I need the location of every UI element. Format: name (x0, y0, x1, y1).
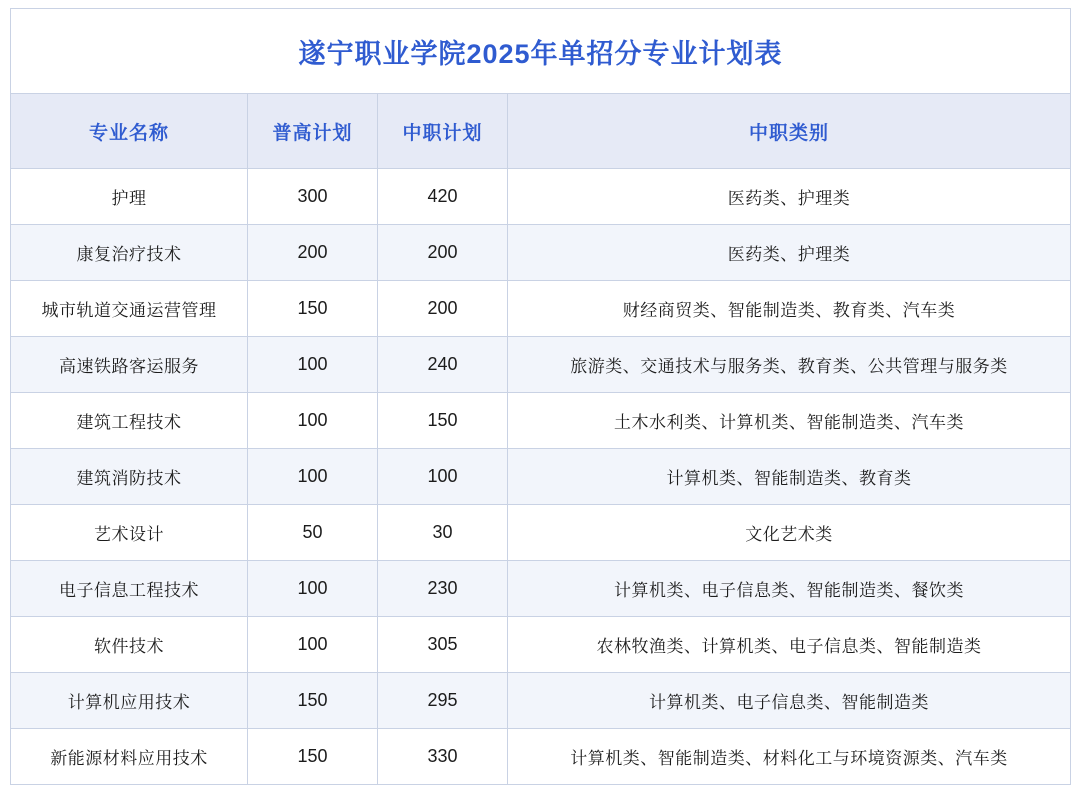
table-row (11, 281, 1071, 337)
column-header-major: 专业名称 (11, 94, 248, 169)
admission-plan-table (10, 8, 1071, 785)
table-row (11, 393, 1071, 449)
cell-major: 建筑工程技术 (11, 393, 248, 449)
cell-major: 新能源材料应用技术 (11, 729, 248, 785)
table-row (11, 225, 1071, 281)
cell-major: 建筑消防技术 (11, 449, 248, 505)
cell-category: 医药类、护理类 (508, 225, 1071, 281)
column-header-general-plan: 普高计划 (248, 94, 378, 169)
cell-category: 计算机类、智能制造类、材料化工与环境资源类、汽车类 (508, 729, 1071, 785)
cell-category: 农林牧渔类、计算机类、电子信息类、智能制造类 (508, 617, 1071, 673)
cell-major: 康复治疗技术 (11, 225, 248, 281)
cell-major: 软件技术 (11, 617, 248, 673)
cell-category: 计算机类、智能制造类、教育类 (508, 449, 1071, 505)
cell-general-plan: 300 (248, 169, 378, 225)
cell-major: 计算机应用技术 (11, 673, 248, 729)
cell-category: 旅游类、交通技术与服务类、教育类、公共管理与服务类 (508, 337, 1071, 393)
table-header-row (11, 94, 1071, 169)
cell-category: 文化艺术类 (508, 505, 1071, 561)
cell-general-plan: 150 (248, 673, 378, 729)
cell-general-plan: 50 (248, 505, 378, 561)
cell-general-plan: 100 (248, 561, 378, 617)
table-row (11, 561, 1071, 617)
column-header-vocational-plan: 中职计划 (378, 94, 508, 169)
page-title: 遂宁职业学院2025年单招分专业计划表 (11, 9, 1071, 94)
table-row (11, 617, 1071, 673)
cell-general-plan: 100 (248, 449, 378, 505)
cell-vocational-plan: 100 (378, 449, 508, 505)
cell-vocational-plan: 200 (378, 225, 508, 281)
table-row (11, 449, 1071, 505)
cell-major: 艺术设计 (11, 505, 248, 561)
column-header-category: 中职类别 (508, 94, 1071, 169)
table-row (11, 729, 1071, 785)
cell-category: 计算机类、电子信息类、智能制造类 (508, 673, 1071, 729)
table-row (11, 169, 1071, 225)
cell-category: 土木水利类、计算机类、智能制造类、汽车类 (508, 393, 1071, 449)
table-row (11, 337, 1071, 393)
cell-major: 城市轨道交通运营管理 (11, 281, 248, 337)
cell-major: 电子信息工程技术 (11, 561, 248, 617)
cell-vocational-plan: 200 (378, 281, 508, 337)
cell-category: 计算机类、电子信息类、智能制造类、餐饮类 (508, 561, 1071, 617)
cell-vocational-plan: 240 (378, 337, 508, 393)
cell-general-plan: 150 (248, 729, 378, 785)
cell-category: 医药类、护理类 (508, 169, 1071, 225)
cell-major: 护理 (11, 169, 248, 225)
cell-general-plan: 100 (248, 617, 378, 673)
cell-vocational-plan: 230 (378, 561, 508, 617)
table-row (11, 505, 1071, 561)
cell-major: 高速铁路客运服务 (11, 337, 248, 393)
cell-vocational-plan: 420 (378, 169, 508, 225)
cell-general-plan: 200 (248, 225, 378, 281)
title-row (11, 9, 1071, 94)
table-row (11, 673, 1071, 729)
cell-vocational-plan: 295 (378, 673, 508, 729)
cell-vocational-plan: 150 (378, 393, 508, 449)
cell-general-plan: 100 (248, 337, 378, 393)
cell-general-plan: 100 (248, 393, 378, 449)
cell-vocational-plan: 330 (378, 729, 508, 785)
cell-vocational-plan: 30 (378, 505, 508, 561)
cell-category: 财经商贸类、智能制造类、教育类、汽车类 (508, 281, 1071, 337)
cell-vocational-plan: 305 (378, 617, 508, 673)
cell-general-plan: 150 (248, 281, 378, 337)
